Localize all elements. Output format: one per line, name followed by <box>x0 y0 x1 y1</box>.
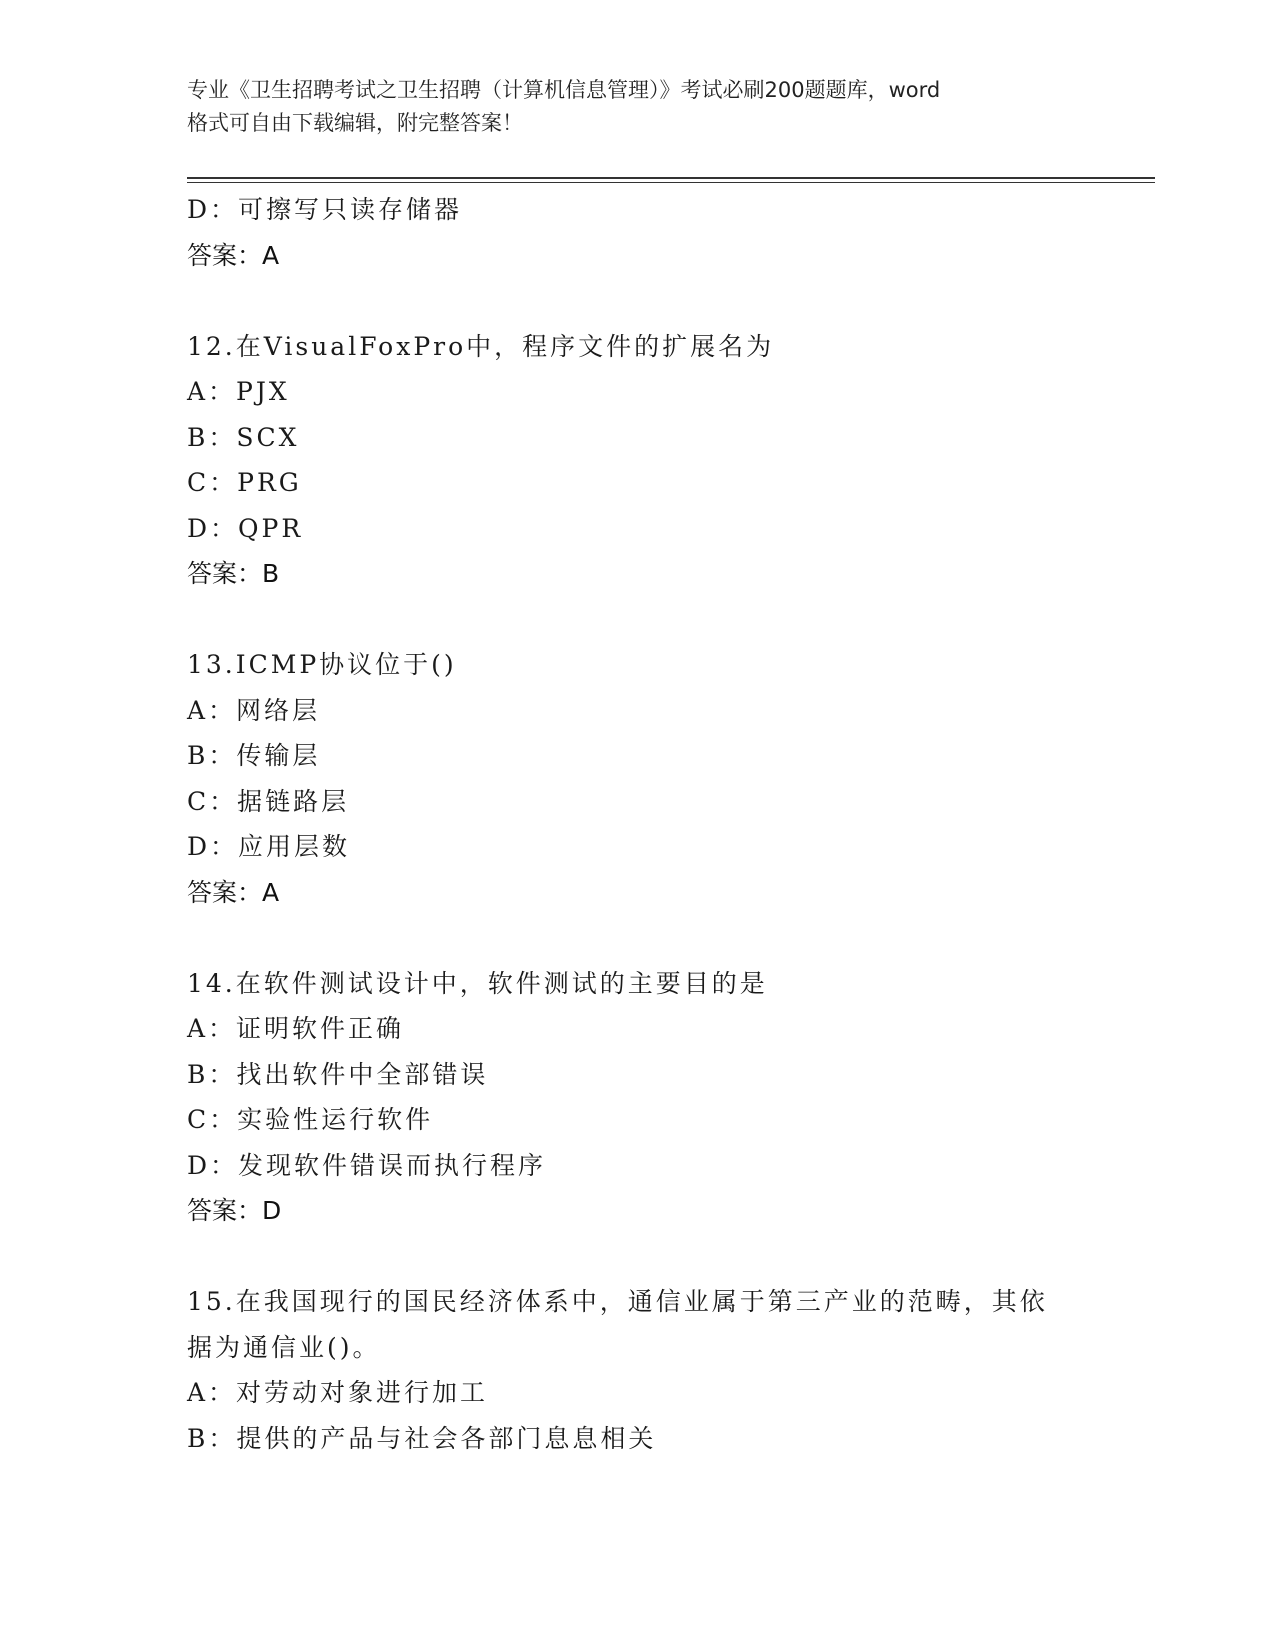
answer-line: 答案：D <box>187 1196 282 1225</box>
option-d: D：QPR <box>187 513 304 543</box>
answer-line: 答案：A <box>187 877 280 907</box>
answer-line: 答案：A <box>187 240 280 270</box>
spacer <box>187 915 1087 961</box>
option-a: A：PJX <box>187 377 290 406</box>
option-a: A：证明软件正确 <box>187 1014 405 1043</box>
question-stem: 13.ICMP协议位于() <box>187 650 457 679</box>
question-12 <box>187 324 1087 597</box>
header-divider-thick <box>187 177 1155 179</box>
spacer <box>187 1234 1087 1280</box>
question-15 <box>187 1279 1087 1461</box>
header-line-2: 格式可自由下载编辑，附完整答案！ <box>187 111 523 135</box>
option-d: D：应用层数 <box>187 832 351 861</box>
header-divider-thin <box>187 182 1155 183</box>
question-14 <box>187 961 1087 1234</box>
option-d: D：可擦写只读存储器 <box>187 195 463 224</box>
question-stem: 14.在软件测试设计中，软件测试的主要目的是 <box>187 968 768 998</box>
option-a: A：网络层 <box>187 695 321 725</box>
question-list <box>187 187 1087 1461</box>
question-stem-line-1: 15.在我国现行的国民经济体系中，通信业属于第三产业的范畴，其依 <box>187 1287 1048 1316</box>
option-c: C：据链路层 <box>187 786 350 816</box>
question-13 <box>187 642 1087 915</box>
option-b: B：找出软件中全部错误 <box>187 1059 489 1089</box>
option-b: B：提供的产品与社会各部门息息相关 <box>187 1423 657 1453</box>
option-c: C：实验性运行软件 <box>187 1105 434 1134</box>
question-stem: 12.在VisualFoxPro中，程序文件的扩展名为 <box>187 331 775 361</box>
option-b: B：SCX <box>187 422 300 452</box>
option-d: D：发现软件错误而执行程序 <box>187 1150 547 1180</box>
spacer <box>187 278 1087 324</box>
option-b: B：传输层 <box>187 741 321 770</box>
answer-line: 答案：B <box>187 559 280 588</box>
header-line-1: 专业《卫生招聘考试之卫生招聘（计算机信息管理）》考试必刷200题题库，word <box>187 78 941 102</box>
spacer <box>187 597 1087 643</box>
document-header <box>187 74 1087 140</box>
question-11-tail <box>187 187 1087 278</box>
question-stem-line-2: 据为通信业()。 <box>187 1332 381 1362</box>
option-c: C：PRG <box>187 468 302 497</box>
option-a: A：对劳动对象进行加工 <box>187 1378 489 1407</box>
